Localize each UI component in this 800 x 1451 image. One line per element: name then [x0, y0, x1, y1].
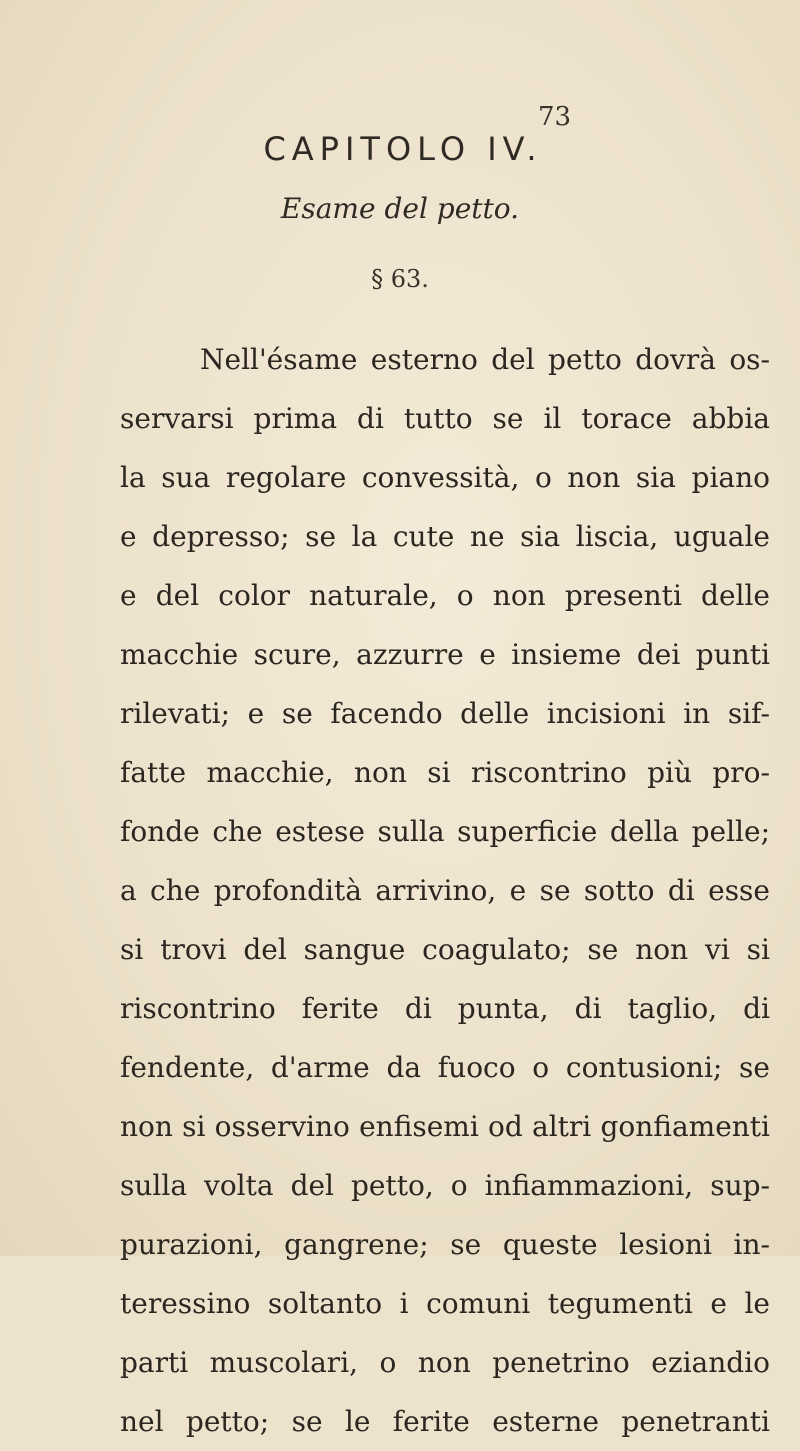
text-line: parti muscolari, o non penetrino eziandio [120, 1346, 770, 1379]
text-line: a che profondità arrivino, e se sotto di esse [120, 874, 770, 907]
chapter-title: CAPITOLO IV. [263, 130, 543, 168]
text-line: teressino soltanto i comuni tegumenti e le [120, 1287, 770, 1320]
text-line: riscontrino ferite di punta, di taglio, di [120, 992, 770, 1025]
text-line: fendente, d'arme da fuoco o contusioni; se [120, 1051, 770, 1084]
text-line: purazioni, gangrene; se queste lesioni in- [120, 1228, 770, 1261]
text-line: sulla volta del petto, o infiammazioni, sup- [120, 1169, 770, 1202]
text-line: nel petto; se le ferite esterne penetranti [120, 1405, 770, 1438]
text-line: e del color naturale, o non presenti delle [120, 579, 770, 612]
text-line: rilevati; e se facendo delle incisioni in sif- [120, 697, 770, 730]
paragraph-number: § 63. [371, 265, 429, 293]
text-line: fonde che estese sulla superficie della pelle; [120, 815, 770, 848]
text-line: macchie scure, azzurre e insieme dei punti [120, 638, 770, 671]
text-line: fatte macchie, non si riscontrino più pro- [120, 756, 770, 789]
section-subtitle: Esame del petto. [280, 192, 520, 225]
text-line: non si osservino enfisemi od altri gonfiamenti [120, 1110, 770, 1143]
page-number: 73 [538, 102, 572, 132]
text-line: servarsi prima di tutto se il torace abbia [120, 402, 770, 435]
text-line: Nell'ésame esterno del petto dovrà os- [200, 343, 770, 376]
text-line: e depresso; se la cute ne sia liscia, uguale [120, 520, 770, 553]
body-text [120, 330, 770, 1451]
text-line: si trovi del sangue coagulato; se non vi si [120, 933, 770, 966]
text-line: la sua regolare convessità, o non sia piano [120, 461, 770, 494]
